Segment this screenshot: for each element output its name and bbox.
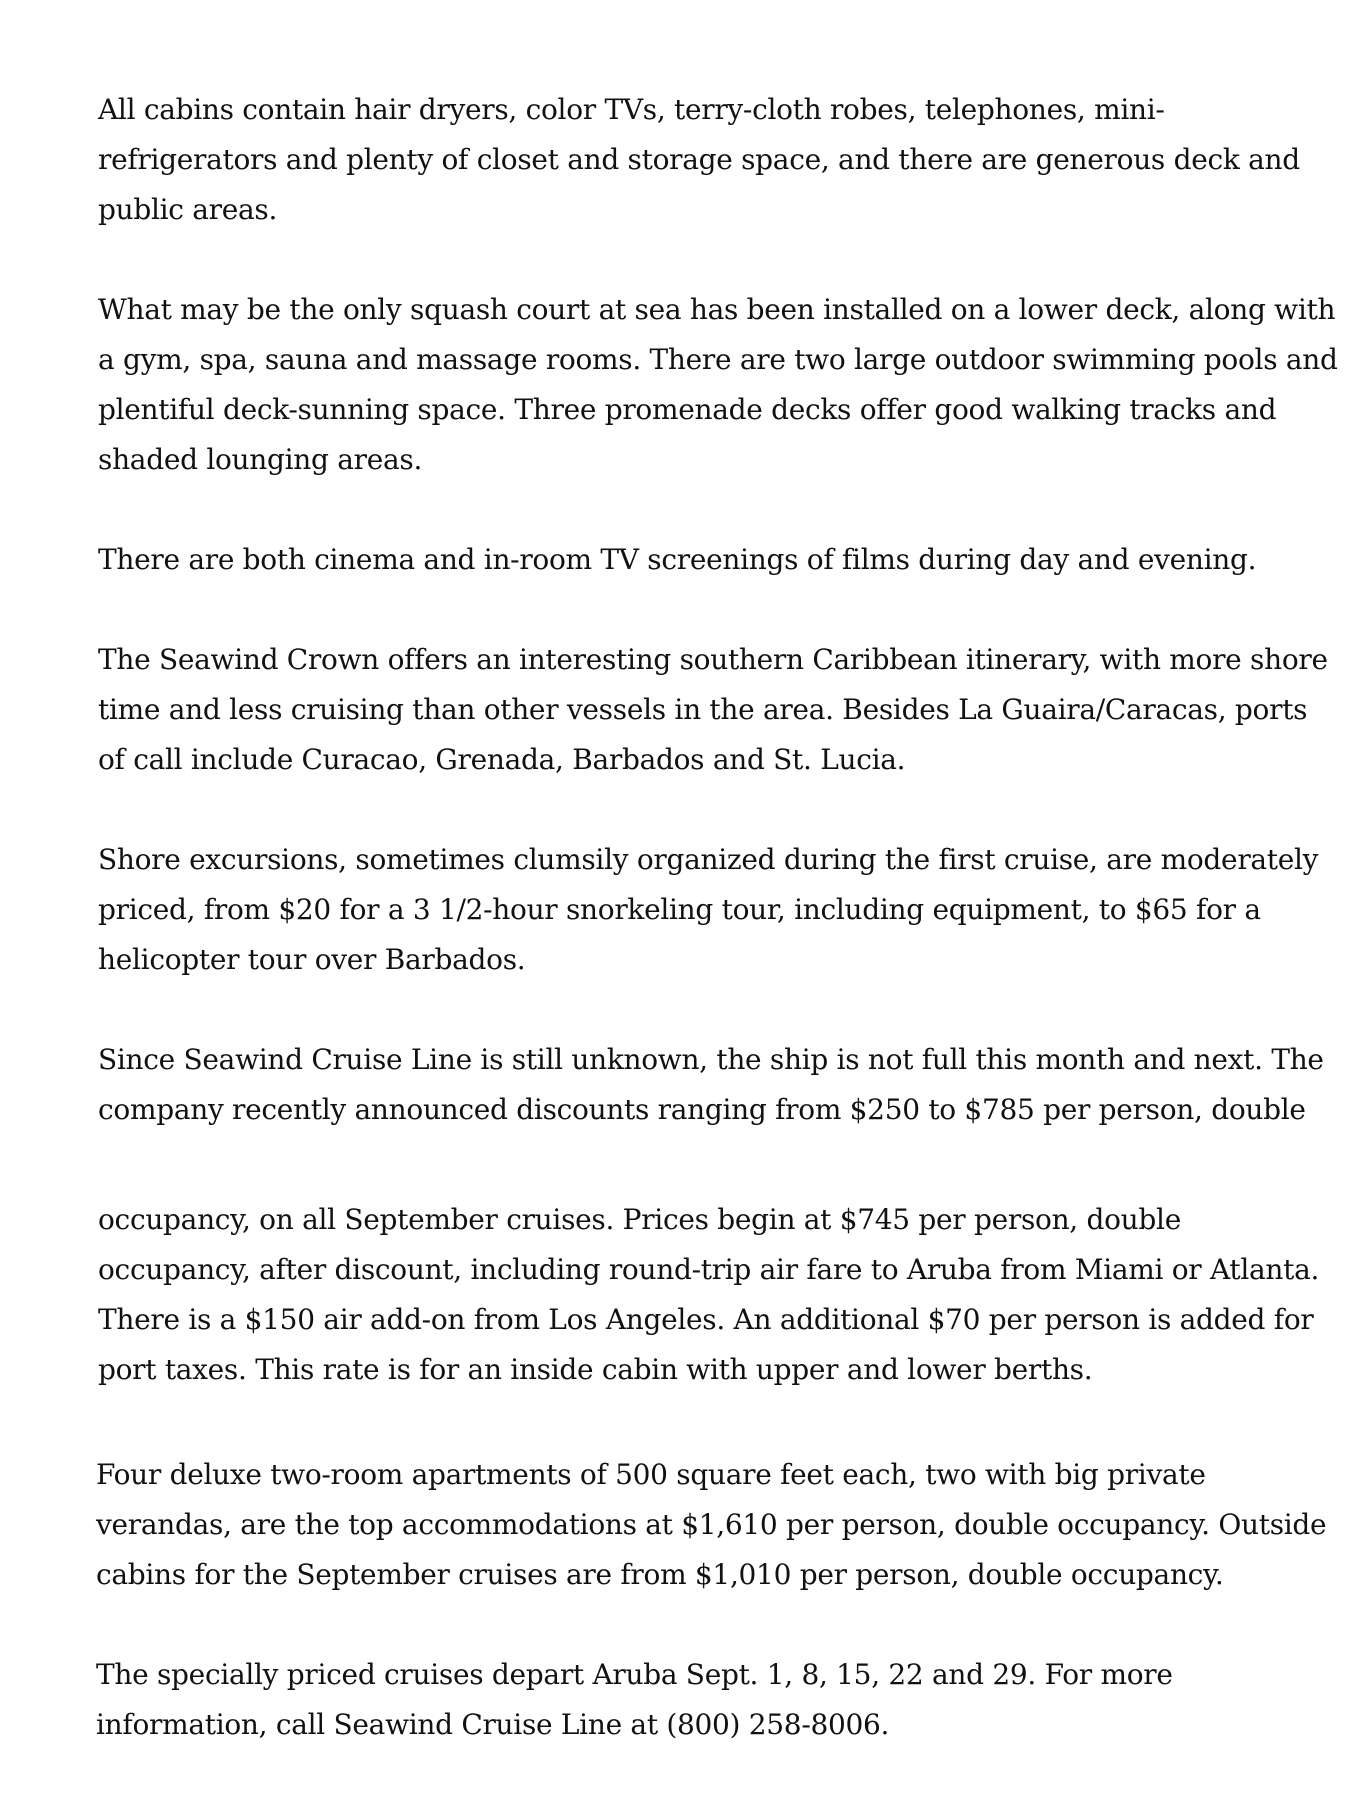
text-line: port taxes. This rate is for an inside cabin with upper and lower berths. xyxy=(98,1353,1093,1386)
text-line: priced, from $20 for a 3 1/2-hour snorkeling tour, including equipment, to $65 for a xyxy=(98,893,1261,926)
text-line: cabins for the September cruises are from $1,010 per person, double occupancy. xyxy=(96,1558,1224,1591)
paragraph-discounts xyxy=(98,1035,1324,1135)
text-line: The specially priced cruises depart Aruba Sept. 1, 8, 15, 22 and 29. For more xyxy=(96,1658,1173,1691)
text-line: Shore excursions, sometimes clumsily organized during the first cruise, are moderately xyxy=(98,843,1319,876)
paragraph-cabin-amenities xyxy=(98,85,1298,235)
paragraph-entertainment xyxy=(98,535,1298,585)
text-line: There are both cinema and in-room TV screenings of films during day and evening. xyxy=(98,543,1257,576)
text-line: time and less cruising than other vessels in the area. Besides La Guaira/Caracas, ports xyxy=(98,693,1308,726)
text-line: What may be the only squash court at sea has been installed on a lower deck, along with xyxy=(98,293,1336,326)
paragraph-itinerary xyxy=(98,635,1328,785)
text-line: verandas, are the top accommodations at $1,610 per person, double occupancy. Outside xyxy=(96,1508,1327,1541)
text-line: refrigerators and plenty of closet and storage space, and there are generous deck and xyxy=(98,143,1300,176)
text-line: The Seawind Crown offers an interesting southern Caribbean itinerary, with more shore xyxy=(98,643,1328,676)
paragraph-recreation-facilities xyxy=(98,285,1338,485)
paragraph-departures-contact xyxy=(96,1650,1296,1750)
text-line: helicopter tour over Barbados. xyxy=(98,943,526,976)
text-line: plentiful deck-sunning space. Three promenade decks offer good walking tracks and xyxy=(98,393,1277,426)
text-line: occupancy, after discount, including round-trip air fare to Aruba from Miami or Atlanta. xyxy=(98,1253,1320,1286)
text-line: Since Seawind Cruise Line is still unknown, the ship is not full this month and next. The xyxy=(98,1043,1324,1076)
text-line: a gym, spa, sauna and massage rooms. There are two large outdoor swimming pools and xyxy=(98,343,1338,376)
text-line: of call include Curacao, Grenada, Barbados and St. Lucia. xyxy=(98,743,906,776)
text-line: Four deluxe two-room apartments of 500 square feet each, two with big private xyxy=(96,1458,1206,1491)
text-line: occupancy, on all September cruises. Prices begin at $745 per person, double xyxy=(98,1203,1181,1236)
paragraph-shore-excursions xyxy=(98,835,1319,985)
paragraph-accommodations xyxy=(96,1450,1327,1600)
text-line: public areas. xyxy=(98,193,278,226)
text-line: company recently announced discounts ranging from $250 to $785 per person, double xyxy=(98,1093,1306,1126)
text-line: shaded lounging areas. xyxy=(98,443,423,476)
text-line: information, call Seawind Cruise Line at (800) 258-8006. xyxy=(96,1708,890,1741)
text-line: There is a $150 air add-on from Los Angeles. An additional $70 per person is added for xyxy=(98,1303,1314,1336)
paragraph-pricing xyxy=(98,1195,1320,1395)
text-line: All cabins contain hair dryers, color TVs, terry-cloth robes, telephones, mini- xyxy=(98,93,1165,126)
